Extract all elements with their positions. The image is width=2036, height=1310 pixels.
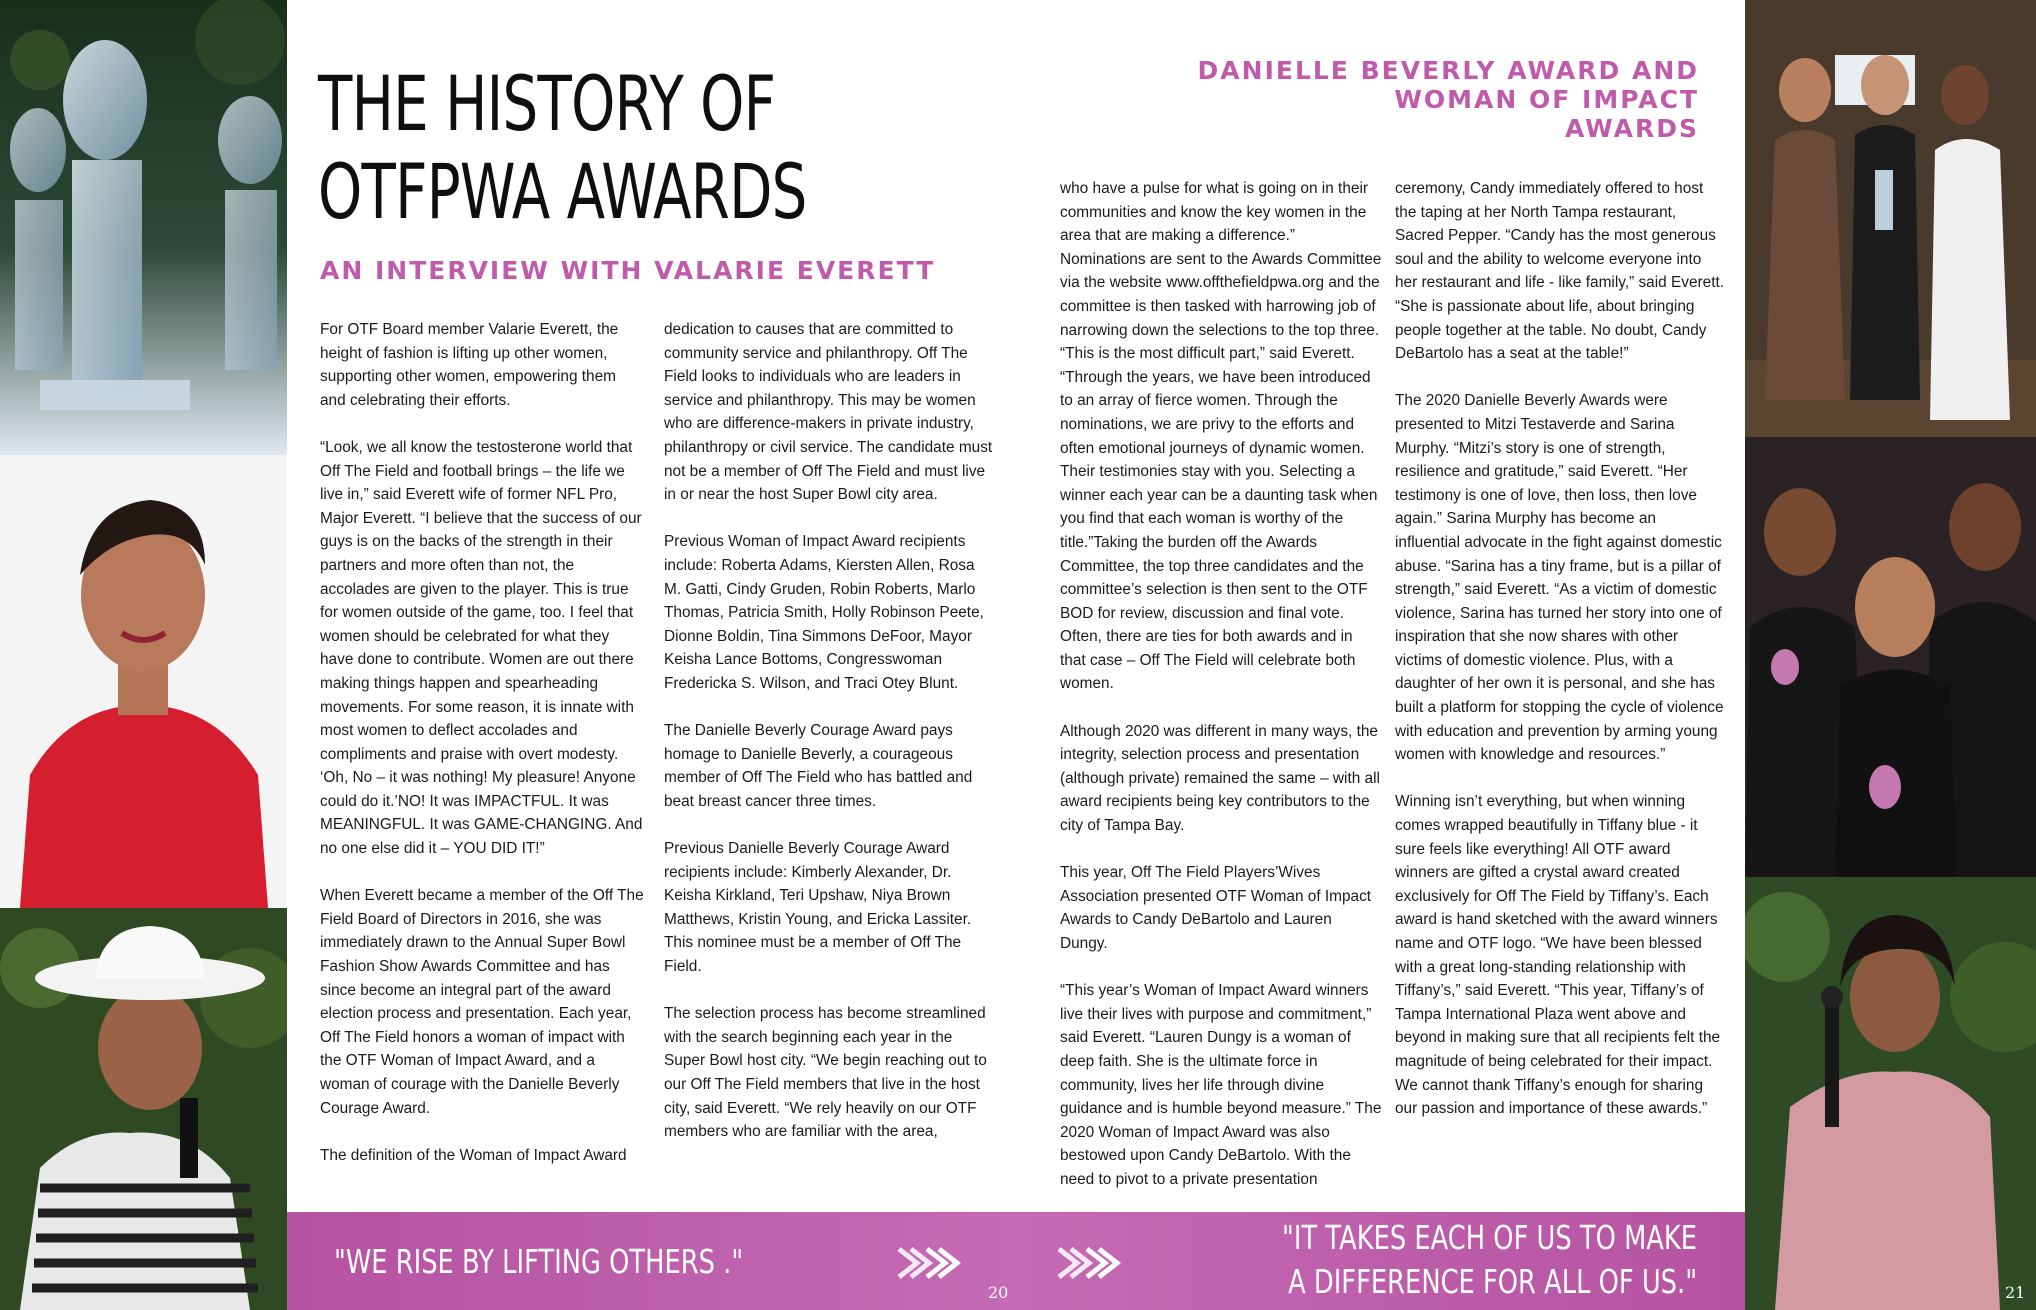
paragraph: This year, Off The Field Players’Wives Association presented OTF Woman of Impact Awards to Candy DeBartolo and Lauren Dungy. <box>1060 864 1372 952</box>
paragraph: Previous Danielle Beverly Courage Award recipients include: Kimberly Alexander, Dr. Keisha Kirkland, Teri Upshaw, Niya Brown Matthews, Kristin Young, and Ericka Lassiter. This nominee must be a member of Off The Field. <box>664 840 972 976</box>
photo-three-women-otf-shirts <box>1745 437 2036 877</box>
interview-subtitle: AN INTERVIEW WITH VALARIE EVERETT <box>320 256 936 285</box>
right-quote <box>1282 1216 1697 1304</box>
photo-three-women-awards <box>1745 0 2036 437</box>
title-line-2: OTFPWA AWARDS <box>318 147 807 236</box>
heading-line-1: DANIELLE BEVERLY AWARD AND <box>1197 56 1699 85</box>
page-number-left: 20 <box>988 1283 1009 1302</box>
right-page-column-2 <box>1395 177 1725 1121</box>
paragraph: The selection process has become streamlined with the search beginning each year in the Super Bowl host city. “We begin reaching out to our Off The Field members that live in the host city, said Everett. “We rely heavily on our OTF members who are familiar with the area, <box>664 1005 987 1141</box>
left-page-column-1 <box>320 318 645 1167</box>
heading-line-2: WOMAN OF IMPACT <box>1394 85 1699 114</box>
photo-crystal-awards <box>0 0 287 455</box>
paragraph: The 2020 Danielle Beverly Awards were presented to Mitzi Testaverde and Sarina Murphy. “Mitzi’s story is one of strength, resilience and gratitude,” said Everett. “Her testimony is one of love, then loss, then love again.” Sarina Murphy has become an influential advocate in the fight against domestic abuse. “Sarina has a tiny frame, but is a pillar of strength,” said Everett. “As a victim of domestic violence, Sarina has turned her story into one of inspiration that she now shares with other victims of domestic violence. Plus, with a daughter of her own it is personal, and she has built a platform for stopping the cycle of violence with education and prevention by arming young women with knowledge and resources.” <box>1395 392 1724 764</box>
paragraph: ceremony, Candy immediately offered to host the taping at her North Tampa restaurant, Sacred Pepper. “Candy has the most generous soul and the ability to welcome everyone into her restaurant and life - like family,” said Everett. “She is passionate about life, about bringing people together at the table. No doubt, Candy DeBartolo has a seat at the table!” <box>1395 180 1725 363</box>
paragraph: “Look, we all know the testosterone world that Off The Field and football brings – the life we live in,” said Everett wife of former NFL Pro, Major Everett. “I believe that the success of our guys is on the backs of the strength in their partners and more often than not, the accolades are given to the player. This is true for women outside of the game, too. I feel that women should be celebrated for what they have done to contribute. Women are out there making things happen and spearheading movements. For some reason, it is innate with most women to deflect accolades and compliments and praise with overt modesty. ‘Oh, No – it was nothing! My pleasure! Anyone could do it.’NO! It was IMPACTFUL. It was MEANINGFUL. It was GAME-CHANGING. And no one else did it – YOU DID IT!” <box>320 438 643 858</box>
right-quote-line-2: A DIFFERENCE FOR ALL OF US." <box>1288 1262 1697 1301</box>
left-quote: "WE RISE BY LIFTING OTHERS ." <box>334 1242 744 1281</box>
quote-banner <box>287 1212 1745 1310</box>
paragraph: The Danielle Beverly Courage Award pays homage to Danielle Beverly, a courageous member of Off The Field who has battled and beat breast cancer three times. <box>664 722 973 810</box>
photo-woman-pink-microphone <box>1745 877 2036 1310</box>
paragraph: When Everett became a member of the Off The Field Board of Directors in 2016, she was immediately drawn to the Annual Super Bowl Fashion Show Awards Committee and has since become an integral part of the award election process and presentation. Each year, Off The Field honors a woman of impact with the OTF Woman of Impact Award, and a woman of courage with the Danielle Beverly Courage Award. <box>320 887 644 1117</box>
left-page-column-2 <box>664 318 994 1144</box>
photo-woman-red-dress <box>0 455 287 908</box>
double-chevron-right-icon <box>1057 1246 1125 1280</box>
double-chevron-right-icon <box>897 1246 965 1280</box>
right-page-column-1 <box>1060 177 1382 1192</box>
paragraph: dedication to causes that are committed to community service and philanthropy. Off The Field looks to individuals who are leaders in service and philanthropy. This may be women who are difference-makers in private industry, philanthropy or civil service. The candidate must not be a member of Off The Field and must live in or near the host Super Bowl city area. <box>664 321 993 504</box>
paragraph: who have a pulse for what is going on in their communities and know the key women in the area that are making a difference.” Nominations are sent to the Awards Committee via the website www.offthefieldpwa.org and the committee is then tasked with harrowing job of narrowing down the selections to the top three. “This is the most difficult part,” said Everett. “Through the years, we have been introduced to an array of fierce women. Through the nominations, we are privy to the efforts and often emotional journeys of dynamic women. Their testimonies stay with you. Selecting a winner each year can be a daunting task when you find that each woman is worthy of the title.”Taking the burden off the Awards Committee, the top three candidates and the committee’s selection is then sent to the OTF BOD for review, discussion and final vote. Often, there are ties for both awards and in that case – Off The Field will celebrate both women. <box>1060 180 1382 693</box>
paragraph: “This year’s Woman of Impact Award winners live their lives with purpose and commitment,” said Everett. “Lauren Dungy is a woman of deep faith. She is the ultimate force in community, lives her life through divine guidance and is humble beyond measure.” The 2020 Woman of Impact Award was also bestowed upon Candy DeBartolo. With the need to pivot to a private presentation <box>1060 982 1382 1188</box>
page-title <box>318 60 807 236</box>
paragraph: Winning isn’t everything, but when winning comes wrapped beautifully in Tiffany blue - it sure feels like everything! All OTF award winners are gifted a crystal award created exclusively for Off The Field by Tiffany’s. Each award is hand sketched with the award winners name and OTF logo. “We have been blessed with a great long-standing relationship with Tiffany’s,” said Everett. “This year, Tiffany’s of Tampa International Plaza went above and beyond in making sure that all recipients felt the magnitude of being celebrated for their impact. We cannot thank Tiffany’s enough for sharing our passion and importance of these awards.” <box>1395 793 1721 1118</box>
paragraph: The definition of the Woman of Impact Award <box>320 1146 627 1164</box>
right-quote-line-1: "IT TAKES EACH OF US TO MAKE <box>1282 1218 1697 1257</box>
page-number-right: 21 <box>2005 1283 2026 1302</box>
heading-line-3: AWARDS <box>1564 114 1699 143</box>
paragraph: Previous Woman of Impact Award recipients include: Roberta Adams, Kiersten Allen, Rosa M. Gatti, Cindy Gruden, Robin Roberts, Marlo Thomas, Patricia Smith, Holly Robinson Peete, Dionne Boldin, Tina Simmons DeFoor, Mayor Keisha Lance Bottoms, Congresswoman Fredericka S. Wilson, and Traci Otey Blunt. <box>664 533 984 692</box>
paragraph: Although 2020 was different in many ways, the integrity, selection process and presentation (although private) remained the same – with all award recipients being key contributors to the city of Tampa Bay. <box>1060 722 1380 835</box>
photo-woman-white-hat <box>0 908 287 1310</box>
awards-heading <box>1079 56 1699 143</box>
paragraph: For OTF Board member Valarie Everett, the height of fashion is lifting up other women, supporting other women, empowering them and celebrating their efforts. <box>320 321 619 409</box>
title-line-1: THE HISTORY OF <box>318 59 776 148</box>
